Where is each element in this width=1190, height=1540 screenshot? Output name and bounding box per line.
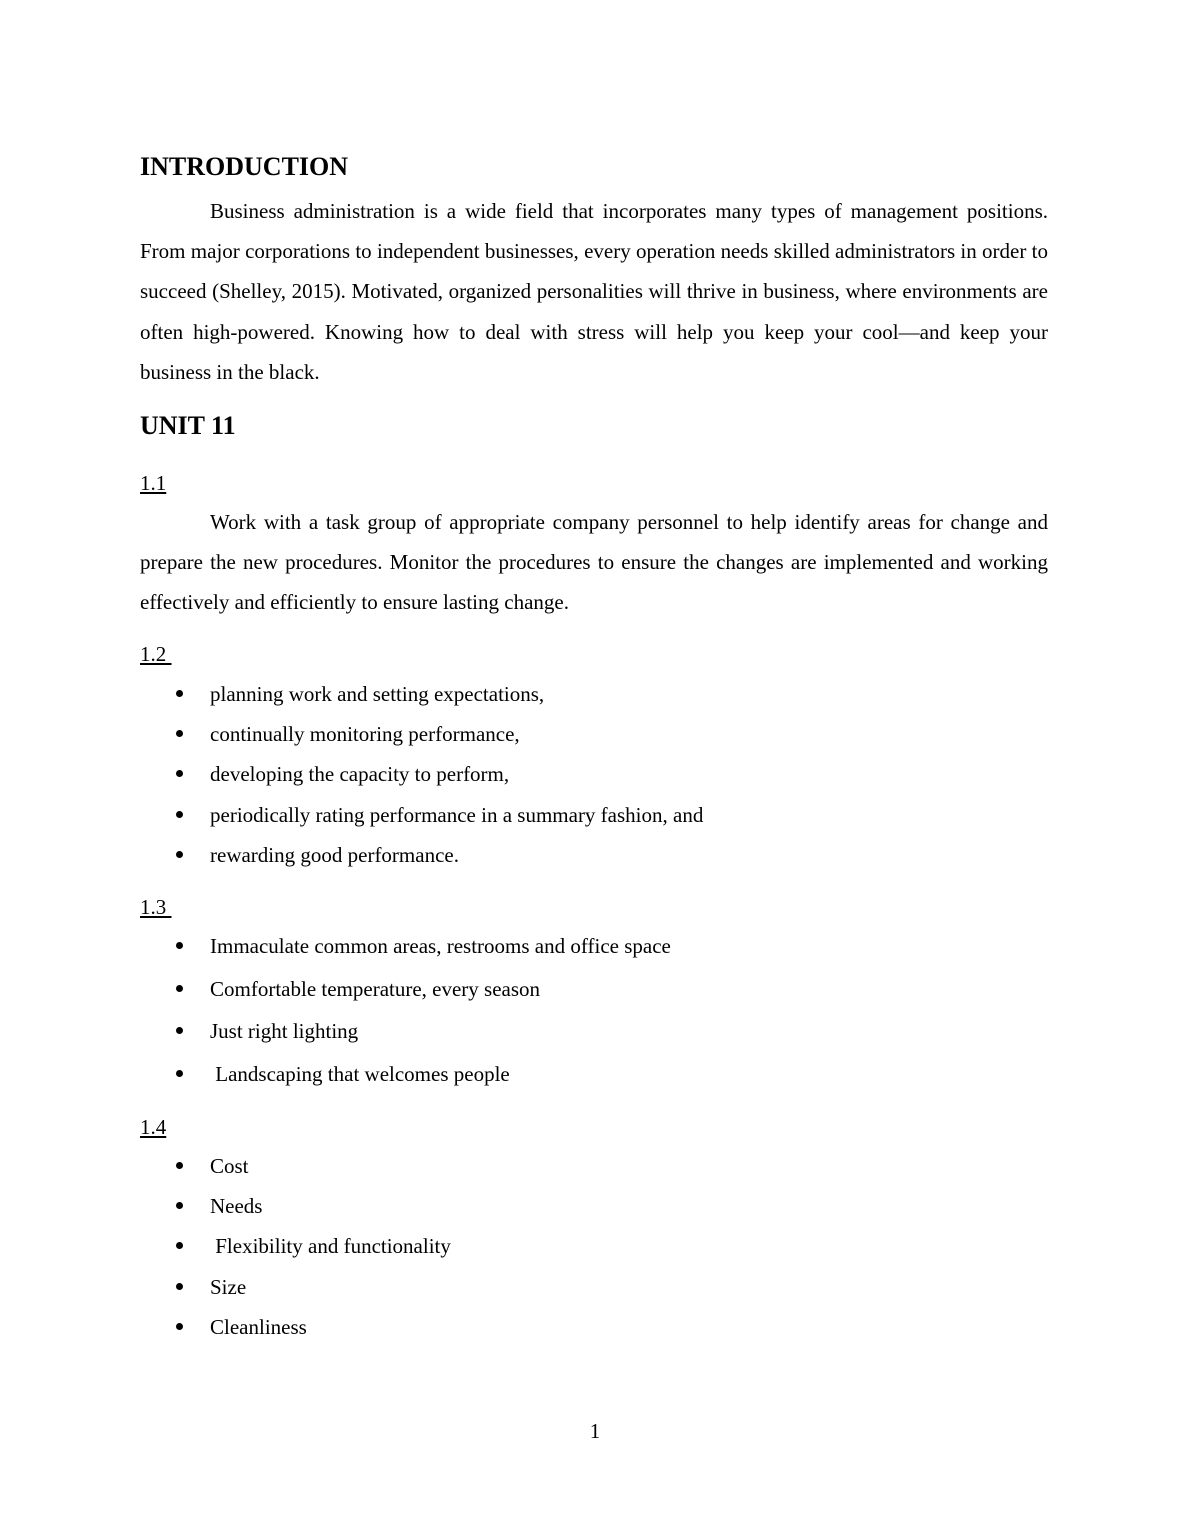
bullet-icon [176, 851, 183, 858]
bullet-icon [176, 1283, 183, 1290]
bullet-icon [176, 985, 183, 992]
list-item-text: Flexibility and functionality [210, 1234, 451, 1259]
list-item [140, 1186, 1040, 1226]
section-1-3-label: 1.3 [140, 895, 172, 919]
list-item-text: continually monitoring performance, [210, 722, 520, 747]
section-1-1-paragraph-text: Work with a task group of appropriate company personnel to help identify areas for change and prepare the new procedures. Monitor the procedures to ensure the changes are implemented and working effectively and efficiently to ensure lasting change. [140, 510, 1048, 615]
list-item [140, 1307, 1040, 1347]
section-1-2-label: 1.2 [140, 642, 172, 666]
bullet-icon [176, 1202, 183, 1209]
bullet-icon [176, 1242, 183, 1249]
section-1-1-paragraph [140, 502, 1048, 623]
list-item [140, 1226, 1040, 1266]
bullet-icon [176, 1027, 183, 1034]
page-number: 1 [589, 1419, 601, 1443]
list-item-text: planning work and setting expectations, [210, 682, 545, 706]
intro-heading: INTRODUCTION [140, 152, 349, 181]
list-item-text: Cleanliness [210, 1314, 307, 1339]
intro-paragraph-text: Business administration is a wide field that incorporates many types of management positions. From major corporations to independent businesses, every operation needs skilled administrators in order to succeed (Shelley, 2015). Motivated, organized personalities will thrive in business, where environments are often high-powered. Knowing how to deal with stress will help you keep your cool—and keep your business in the black. [140, 199, 1048, 384]
intro-paragraph [140, 191, 1048, 392]
bullet-icon [176, 942, 183, 949]
section-1-4-list [140, 1146, 1040, 1347]
section-1-2-list [140, 674, 1040, 875]
section-1-1-label: 1.1 [140, 471, 167, 495]
list-item [140, 925, 1040, 968]
unit-heading: UNIT 11 [140, 411, 236, 440]
bullet-icon [176, 1162, 183, 1169]
section-1-4-label: 1.4 [140, 1115, 167, 1139]
bullet-icon [176, 1323, 183, 1330]
list-item [140, 754, 1040, 794]
list-item-text: Immaculate common areas, restrooms and office space [210, 934, 671, 958]
bullet-icon [176, 770, 183, 777]
list-item [140, 795, 1040, 835]
list-item [140, 1146, 1040, 1186]
list-item-text: periodically rating performance in a summary fashion, and [210, 802, 704, 827]
list-item [140, 674, 1040, 714]
list-item [140, 1053, 1040, 1096]
section-1-3-list [140, 925, 1040, 1095]
list-item-text: rewarding good performance. [210, 842, 459, 867]
list-item [140, 1010, 1040, 1053]
list-item-text: developing the capacity to perform, [210, 762, 510, 787]
list-item [140, 835, 1040, 875]
list-item [140, 968, 1040, 1011]
list-item [140, 714, 1040, 754]
list-item [140, 1267, 1040, 1307]
list-item-text: Comfortable temperature, every season [210, 976, 541, 1001]
list-item-text: Cost [210, 1154, 249, 1178]
bullet-icon [176, 1070, 183, 1077]
list-item-text: Just right lighting [210, 1019, 359, 1043]
list-item-text: Needs [210, 1194, 263, 1219]
list-item-text: Size [210, 1274, 247, 1299]
bullet-icon [176, 730, 183, 737]
bullet-icon [176, 811, 183, 818]
bullet-icon [176, 690, 183, 697]
list-item-text: Landscaping that welcomes people [210, 1061, 510, 1086]
